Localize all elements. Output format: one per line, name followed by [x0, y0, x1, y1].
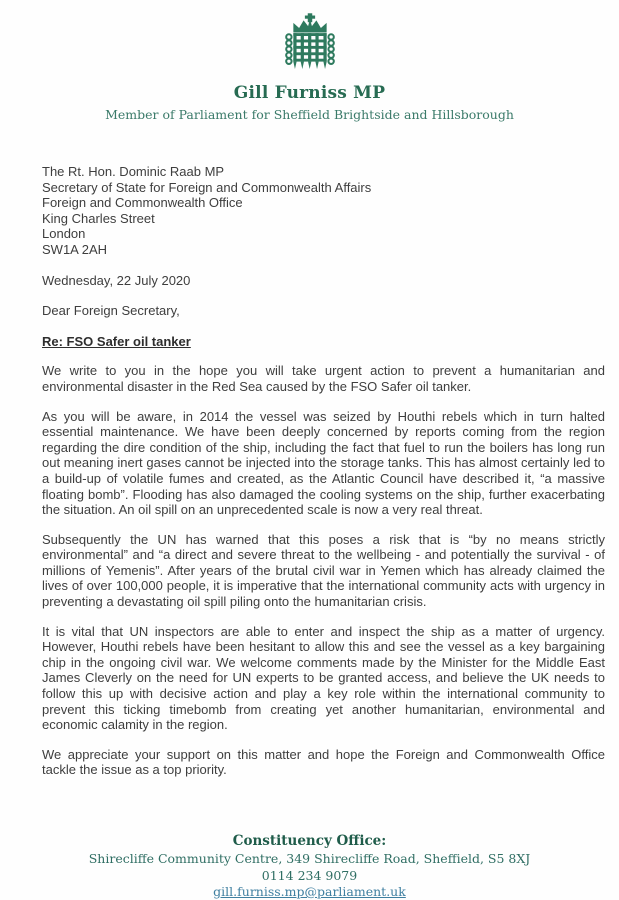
- footer-address: Shirecliffe Community Centre, 349 Shirecliffe Road, Sheffield, S5 8XJ: [88, 851, 531, 866]
- constituency-footer: [0, 833, 619, 899]
- mp-name: Gill Furniss MP: [233, 83, 386, 103]
- recipient-address-line: London: [42, 226, 86, 242]
- recipient-address-line: SW1A 2AH: [42, 241, 108, 257]
- footer-email-line: [0, 884, 619, 899]
- recipient-address-line: King Charles Street: [42, 210, 155, 226]
- letter-paragraph: Subsequently the UN has warned that this poses a risk that is “by no means strictly environmental” and “a direct and severe threat to the wellbeing - and potentially the survival - of millions of Yemenis”. After years of the brutal civil war in Yemen which has already claimed the lives of over 100,000 people, it is imperative that the international community acts with urgency in preventing a devastating oil spill piling onto the humanitarian crisis.: [42, 531, 605, 610]
- recipient-address-line: Foreign and Commonwealth Office: [42, 195, 243, 211]
- email-link[interactable]: gill.furniss.mp@parliament.uk: [213, 884, 406, 899]
- letter-content: [42, 164, 605, 778]
- subject-line: Re: FSO Safer oil tanker: [42, 333, 191, 349]
- parliament-portcullis-icon: [278, 13, 342, 75]
- letter-paragraph: We appreciate your support on this matter and hope the Foreign and Commonwealth Office tackle the issue as a top priority.: [42, 746, 605, 778]
- recipient-address-line: Secretary of State for Foreign and Commonwealth Affairs: [42, 179, 372, 195]
- salutation: Dear Foreign Secretary,: [42, 303, 180, 319]
- footer-heading: Constituency Office:: [232, 833, 387, 849]
- recipient-address-block: [42, 164, 605, 258]
- footer-phone: 0114 234 9079: [261, 868, 358, 883]
- letter-paragraph: It is vital that UN inspectors are able to enter and inspect the ship as a matter of urgency. However, Houthi rebels have been hesitant to allow this and see the vessel as a key bargaining chip in the ongoing civil war. We welcome comments made by the Minister for the Middle East James Cleverly on the need for UN experts to be granted access, and believe the UK needs to follow this up with decisive action and play a key role within the international community to prevent this ticking timebomb from creating yet another humanitarian, environmental and economic calamity in the region.: [42, 623, 605, 733]
- letterhead: [0, 0, 619, 122]
- letter-date: Wednesday, 22 July 2020: [42, 272, 191, 288]
- mp-subtitle: Member of Parliament for Sheffield Brightside and Hillsborough: [105, 107, 514, 122]
- recipient-address-line: The Rt. Hon. Dominic Raab MP: [42, 164, 225, 179]
- letter-paragraph: We write to you in the hope you will take urgent action to prevent a humanitarian and environmental disaster in the Red Sea caused by the FSO Safer oil tanker.: [42, 363, 605, 394]
- letter-body: [42, 363, 605, 778]
- letter-paragraph: As you will be aware, in 2014 the vessel was seized by Houthi rebels which in turn halted essential maintenance. We have been deeply concerned by reports coming from the region regarding the dire condition of the ship, including the fact that fuel to run the boilers has long run out meaning inert gases cannot be injected into the storage tanks. This has almost certainly led to a build-up of volatile fumes and created, as the Atlantic Council have described it, “a massive floating bomb”. Flooding has also damaged the cooling systems on the ship, further exacerbating the situation. An oil spill on an unprecedented scale is now a very real threat.: [42, 408, 605, 518]
